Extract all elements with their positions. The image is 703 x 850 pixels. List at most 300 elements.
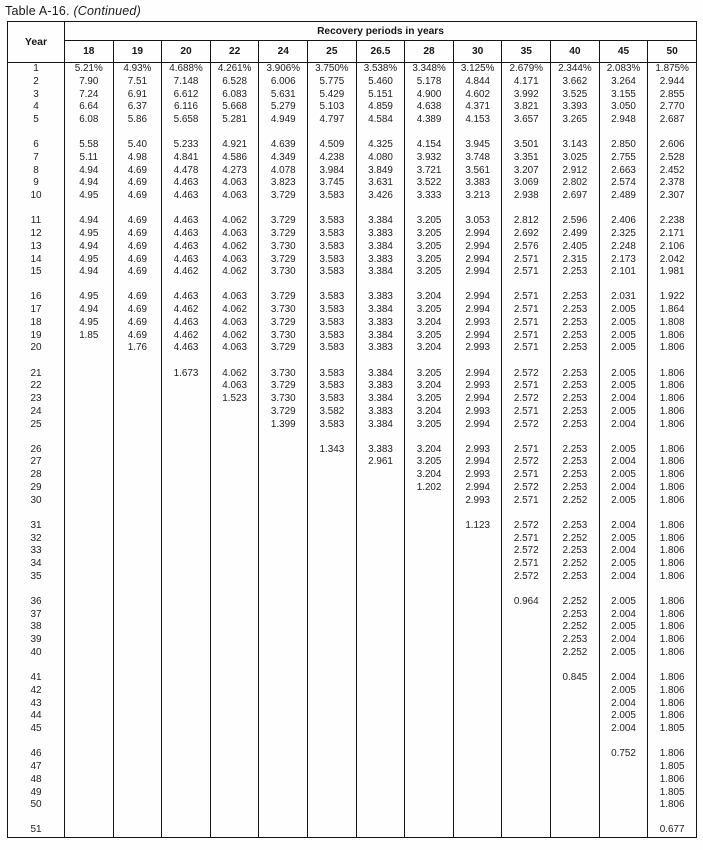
value-cell: 4.463	[162, 291, 211, 304]
value-cell	[113, 761, 162, 774]
value-cell	[259, 685, 308, 698]
value-cell	[599, 787, 648, 800]
value-cell	[356, 520, 405, 533]
spacer-cell	[259, 812, 308, 824]
value-cell	[551, 774, 600, 787]
value-cell	[113, 482, 162, 495]
value-cell	[356, 545, 405, 558]
value-cell: 3.730	[259, 393, 308, 406]
year-cell: 47	[8, 761, 65, 774]
value-cell: 4.463	[162, 241, 211, 254]
value-cell	[259, 672, 308, 685]
value-cell: 2.253	[551, 571, 600, 584]
value-cell: 4.841	[162, 152, 211, 165]
value-cell	[356, 609, 405, 622]
value-cell	[210, 406, 259, 419]
value-cell: 4.463	[162, 254, 211, 267]
year-cell: 50	[8, 799, 65, 812]
spacer-cell	[65, 584, 114, 596]
value-cell	[65, 342, 114, 355]
value-cell	[210, 596, 259, 609]
value-cell: 2.171	[648, 228, 697, 241]
value-cell	[551, 748, 600, 761]
spacer-cell	[453, 431, 502, 443]
year-cell: 31	[8, 520, 65, 533]
year-cell: 24	[8, 406, 65, 419]
value-cell: 1.806	[648, 596, 697, 609]
value-cell: 1.343	[308, 444, 357, 457]
year-cell: 17	[8, 304, 65, 317]
value-cell	[356, 469, 405, 482]
value-cell: 2.572	[502, 368, 551, 381]
spacer-cell	[8, 660, 65, 672]
spacer-cell	[162, 127, 211, 139]
table-row-year-1	[8, 63, 697, 76]
value-cell: 2.571	[502, 342, 551, 355]
spacer-cell	[113, 203, 162, 215]
value-cell: 4.69	[113, 254, 162, 267]
value-cell: 3.383	[356, 342, 405, 355]
value-cell: 2.755	[599, 152, 648, 165]
value-cell: 3.204	[405, 469, 454, 482]
value-cell	[551, 723, 600, 736]
value-cell: 2.948	[599, 114, 648, 127]
value-cell	[113, 596, 162, 609]
value-cell	[210, 698, 259, 711]
value-cell: 2.571	[502, 558, 551, 571]
value-cell: 2.004	[599, 456, 648, 469]
spacer-cell	[210, 355, 259, 367]
year-cell: 4	[8, 101, 65, 114]
value-cell: 1.806	[648, 456, 697, 469]
value-cell	[210, 533, 259, 546]
value-cell: 2.687	[648, 114, 697, 127]
value-cell	[65, 723, 114, 736]
value-cell: 3.583	[308, 304, 357, 317]
value-cell: 2.961	[356, 456, 405, 469]
value-cell	[113, 787, 162, 800]
value-cell: 2.574	[599, 177, 648, 190]
value-cell	[210, 824, 259, 837]
spacer-cell	[308, 812, 357, 824]
value-cell	[259, 571, 308, 584]
value-cell	[308, 558, 357, 571]
value-cell	[308, 685, 357, 698]
value-cell	[162, 571, 211, 584]
column-header-45: 45	[599, 41, 648, 63]
value-cell: 4.063	[210, 177, 259, 190]
year-cell: 36	[8, 596, 65, 609]
value-cell	[113, 799, 162, 812]
value-cell: 4.153	[453, 114, 502, 127]
value-cell	[259, 456, 308, 469]
value-cell: 4.921	[210, 139, 259, 152]
value-cell	[453, 761, 502, 774]
spacer-cell	[162, 279, 211, 291]
spacer-cell	[405, 736, 454, 748]
value-cell: 3.383	[356, 317, 405, 330]
table-row-year-7	[8, 152, 697, 165]
value-cell: 4.080	[356, 152, 405, 165]
value-cell: 3.205	[405, 254, 454, 267]
value-cell: 2.005	[599, 317, 648, 330]
value-cell: 1.806	[648, 520, 697, 533]
value-cell: 3.729	[259, 215, 308, 228]
value-cell: 2.571	[502, 330, 551, 343]
value-cell: 3.730	[259, 330, 308, 343]
year-cell: 7	[8, 152, 65, 165]
spacer-cell	[113, 660, 162, 672]
value-cell	[113, 609, 162, 622]
spacer-cell	[113, 736, 162, 748]
value-cell: 1.806	[648, 393, 697, 406]
value-cell: 6.91	[113, 89, 162, 102]
value-cell: 1.76	[113, 342, 162, 355]
value-cell: 6.64	[65, 101, 114, 114]
group-spacer-row	[8, 584, 697, 596]
value-cell	[356, 774, 405, 787]
value-cell	[210, 710, 259, 723]
value-cell: 3.383	[356, 228, 405, 241]
year-cell: 42	[8, 685, 65, 698]
spacer-cell	[65, 660, 114, 672]
value-cell	[356, 710, 405, 723]
value-cell: 3.384	[356, 393, 405, 406]
value-cell	[453, 596, 502, 609]
value-cell: 5.775	[308, 76, 357, 89]
value-cell	[259, 545, 308, 558]
value-cell	[551, 761, 600, 774]
value-cell	[113, 419, 162, 432]
value-cell: 2.679%	[502, 63, 551, 76]
table-row-year-45	[8, 723, 697, 736]
value-cell	[405, 533, 454, 546]
value-cell: 4.062	[210, 330, 259, 343]
value-cell: 1.808	[648, 317, 697, 330]
value-cell	[502, 748, 551, 761]
value-cell	[502, 774, 551, 787]
value-cell: 3.265	[551, 114, 600, 127]
value-cell: 2.572	[502, 393, 551, 406]
value-cell	[162, 647, 211, 660]
value-cell: 1.806	[648, 621, 697, 634]
spacer-cell	[113, 507, 162, 519]
value-cell: 2.770	[648, 101, 697, 114]
spacer-cell	[210, 660, 259, 672]
value-cell: 1.806	[648, 368, 697, 381]
year-cell: 11	[8, 215, 65, 228]
value-cell	[356, 761, 405, 774]
table-row-year-26	[8, 444, 697, 457]
value-cell: 6.37	[113, 101, 162, 114]
value-cell: 4.462	[162, 266, 211, 279]
spacer-cell	[162, 584, 211, 596]
spacer-cell	[308, 507, 357, 519]
value-cell: 2.802	[551, 177, 600, 190]
value-cell	[405, 698, 454, 711]
value-cell	[210, 774, 259, 787]
table-row-year-27	[8, 456, 697, 469]
value-cell	[113, 672, 162, 685]
value-cell	[453, 685, 502, 698]
value-cell: 2.004	[599, 393, 648, 406]
value-cell: 2.994	[453, 291, 502, 304]
table-row-year-48	[8, 774, 697, 787]
value-cell: 2.005	[599, 368, 648, 381]
value-cell	[113, 469, 162, 482]
value-cell: 2.173	[599, 254, 648, 267]
value-cell	[259, 634, 308, 647]
value-cell: 0.677	[648, 824, 697, 837]
value-cell	[65, 685, 114, 698]
value-cell	[65, 469, 114, 482]
value-cell: 1.806	[648, 533, 697, 546]
value-cell: 0.752	[599, 748, 648, 761]
year-cell: 37	[8, 609, 65, 622]
spacer-cell	[162, 736, 211, 748]
value-cell: 3.583	[308, 317, 357, 330]
value-cell	[405, 621, 454, 634]
value-cell: 7.51	[113, 76, 162, 89]
value-cell: 4.462	[162, 330, 211, 343]
value-cell: 3.730	[259, 266, 308, 279]
value-cell: 2.571	[502, 254, 551, 267]
value-cell: 2.993	[453, 380, 502, 393]
value-cell	[308, 748, 357, 761]
value-cell	[210, 723, 259, 736]
table-title	[0, 0, 703, 21]
year-cell: 18	[8, 317, 65, 330]
value-cell: 4.639	[259, 139, 308, 152]
value-cell	[356, 533, 405, 546]
value-cell: 2.692	[502, 228, 551, 241]
spacer-cell	[259, 736, 308, 748]
value-cell	[65, 621, 114, 634]
value-cell: 2.993	[453, 444, 502, 457]
value-cell: 2.994	[453, 330, 502, 343]
table-row-year-16	[8, 291, 697, 304]
value-cell	[259, 647, 308, 660]
value-cell: 2.812	[502, 215, 551, 228]
value-cell: 2.004	[599, 520, 648, 533]
value-cell	[65, 787, 114, 800]
value-cell: 2.005	[599, 304, 648, 317]
value-cell	[551, 685, 600, 698]
value-cell: 1.806	[648, 571, 697, 584]
value-cell: 2.994	[453, 304, 502, 317]
value-cell: 2.004	[599, 545, 648, 558]
table-row-year-33	[8, 545, 697, 558]
value-cell	[65, 761, 114, 774]
value-cell	[405, 748, 454, 761]
value-cell	[502, 824, 551, 837]
value-cell: 2.994	[453, 368, 502, 381]
value-cell: 1.806	[648, 609, 697, 622]
value-cell	[453, 672, 502, 685]
value-cell	[259, 698, 308, 711]
value-cell: 3.583	[308, 190, 357, 203]
value-cell: 2.253	[551, 291, 600, 304]
value-cell: 4.463	[162, 228, 211, 241]
value-cell: 3.525	[551, 89, 600, 102]
value-cell: 1.806	[648, 444, 697, 457]
value-cell: 3.730	[259, 304, 308, 317]
value-cell: 2.005	[599, 406, 648, 419]
year-cell: 10	[8, 190, 65, 203]
value-cell: 2.252	[551, 495, 600, 508]
value-cell	[259, 533, 308, 546]
value-cell	[65, 558, 114, 571]
value-cell	[453, 571, 502, 584]
value-cell	[502, 609, 551, 622]
value-cell: 4.69	[113, 291, 162, 304]
value-cell: 3.729	[259, 228, 308, 241]
value-cell: 3.384	[356, 330, 405, 343]
value-cell	[65, 380, 114, 393]
value-cell	[405, 824, 454, 837]
value-cell: 2.252	[551, 596, 600, 609]
value-cell: 4.078	[259, 165, 308, 178]
spacer-cell	[453, 279, 502, 291]
value-cell: 1.806	[648, 495, 697, 508]
spacer-cell	[308, 127, 357, 139]
value-cell: 3.583	[308, 266, 357, 279]
value-cell: 4.463	[162, 317, 211, 330]
table-row-year-37	[8, 609, 697, 622]
value-cell: 2.106	[648, 241, 697, 254]
value-cell: 2.571	[502, 495, 551, 508]
value-cell: 2.938	[502, 190, 551, 203]
value-cell: 4.688%	[162, 63, 211, 76]
value-cell	[210, 799, 259, 812]
spacer-cell	[599, 736, 648, 748]
value-cell	[113, 380, 162, 393]
value-cell: 3.155	[599, 89, 648, 102]
value-cell	[308, 609, 357, 622]
value-cell: 4.94	[65, 304, 114, 317]
value-cell: 4.949	[259, 114, 308, 127]
value-cell	[356, 634, 405, 647]
value-cell: 2.005	[599, 495, 648, 508]
value-cell: 2.993	[453, 495, 502, 508]
value-cell	[113, 368, 162, 381]
spacer-cell	[405, 812, 454, 824]
value-cell: 3.729	[259, 254, 308, 267]
table-row-year-47	[8, 761, 697, 774]
value-cell	[405, 685, 454, 698]
value-cell: 2.253	[551, 469, 600, 482]
value-cell: 4.844	[453, 76, 502, 89]
year-cell: 40	[8, 647, 65, 660]
value-cell: 2.253	[551, 609, 600, 622]
value-cell	[162, 685, 211, 698]
value-cell: 2.994	[453, 456, 502, 469]
value-cell: 4.586	[210, 152, 259, 165]
value-cell	[65, 533, 114, 546]
spacer-cell	[502, 507, 551, 519]
value-cell: 5.40	[113, 139, 162, 152]
value-cell: 2.571	[502, 304, 551, 317]
value-cell: 4.154	[405, 139, 454, 152]
value-cell: 4.509	[308, 139, 357, 152]
value-cell	[210, 469, 259, 482]
spacer-cell	[259, 660, 308, 672]
value-cell: 4.062	[210, 215, 259, 228]
column-header-25: 25	[308, 41, 357, 63]
year-cell: 16	[8, 291, 65, 304]
value-cell: 3.583	[308, 380, 357, 393]
spacer-cell	[210, 812, 259, 824]
value-cell: 4.797	[308, 114, 357, 127]
table-row-year-31	[8, 520, 697, 533]
spacer-cell	[551, 507, 600, 519]
value-cell: 3.204	[405, 291, 454, 304]
table-row-year-14	[8, 254, 697, 267]
group-spacer-row	[8, 507, 697, 519]
spacer-cell	[308, 584, 357, 596]
value-cell	[308, 533, 357, 546]
value-cell: 1.806	[648, 342, 697, 355]
spacer-cell	[162, 355, 211, 367]
value-cell	[162, 609, 211, 622]
value-cell: 7.24	[65, 89, 114, 102]
value-cell: 4.063	[210, 291, 259, 304]
spacer-cell	[502, 736, 551, 748]
value-cell	[356, 723, 405, 736]
value-cell	[308, 621, 357, 634]
value-cell: 2.994	[453, 228, 502, 241]
value-cell	[113, 444, 162, 457]
value-cell	[162, 672, 211, 685]
value-cell: 3.143	[551, 139, 600, 152]
value-cell	[210, 419, 259, 432]
value-cell	[113, 393, 162, 406]
value-cell: 4.95	[65, 228, 114, 241]
value-cell	[502, 621, 551, 634]
value-cell	[162, 482, 211, 495]
value-cell: 4.69	[113, 330, 162, 343]
spacer-cell	[648, 431, 697, 443]
value-cell: 2.528	[648, 152, 697, 165]
spacer-cell	[405, 584, 454, 596]
value-cell	[210, 647, 259, 660]
value-cell	[453, 824, 502, 837]
value-cell	[356, 799, 405, 812]
value-cell: 4.95	[65, 254, 114, 267]
value-cell: 3.383	[356, 254, 405, 267]
recovery-periods-header: Recovery periods in years	[65, 22, 697, 41]
value-cell: 3.583	[308, 215, 357, 228]
value-cell: 5.668	[210, 101, 259, 114]
value-cell: 4.602	[453, 89, 502, 102]
value-cell: 2.031	[599, 291, 648, 304]
value-cell: 5.21%	[65, 63, 114, 76]
value-cell	[551, 698, 600, 711]
value-cell: 3.050	[599, 101, 648, 114]
value-cell: 2.004	[599, 698, 648, 711]
table-row-year-41	[8, 672, 697, 685]
value-cell	[356, 482, 405, 495]
value-cell: 3.538%	[356, 63, 405, 76]
value-cell: 2.253	[551, 317, 600, 330]
value-cell	[65, 495, 114, 508]
spacer-cell	[502, 355, 551, 367]
value-cell: 2.325	[599, 228, 648, 241]
value-cell: 3.583	[308, 342, 357, 355]
value-cell: 4.171	[502, 76, 551, 89]
spacer-cell	[259, 431, 308, 443]
value-cell	[113, 545, 162, 558]
